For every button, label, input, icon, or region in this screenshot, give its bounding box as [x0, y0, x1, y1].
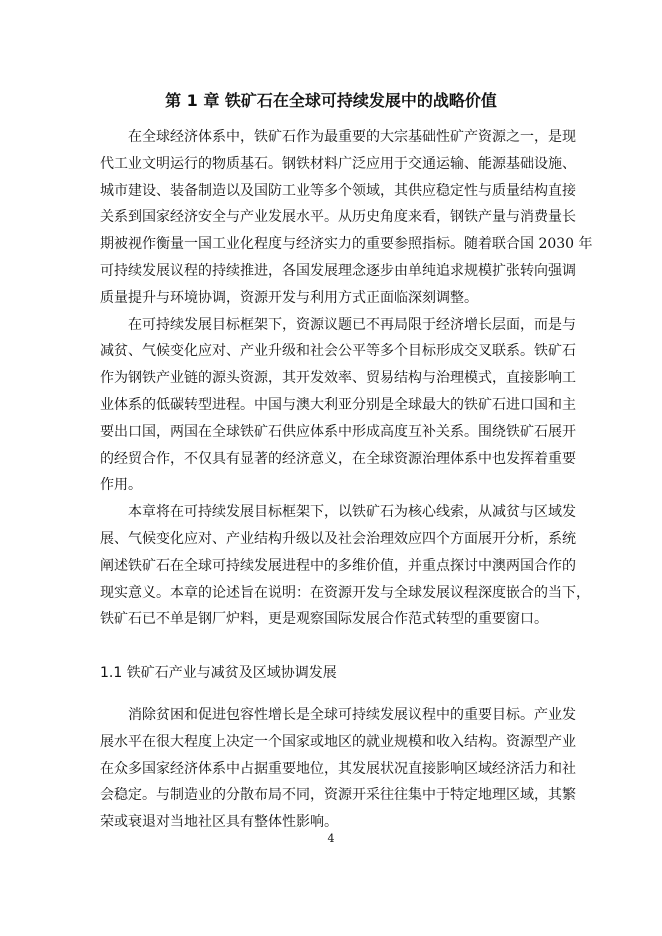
paragraph-line: 减贫、气候变化应对、产业升级和社会公平等多个目标形成交叉联系。铁矿石 [100, 343, 576, 360]
paragraph-line: 阐述铁矿石在全球可持续发展进程中的多维价值，并重点探讨中澳两国合作的 [100, 557, 576, 574]
section-heading: 1.1 铁矿石产业与减贫及区域协调发展 [100, 665, 337, 681]
paragraph-line: 质量提升与环境协调，资源开发与利用方式正面临深刻调整。 [100, 289, 478, 306]
body-text-section [100, 702, 576, 836]
paragraph-line: 现实意义。本章的论述旨在说明：在资源开发与全球发展议程深度嵌合的当下， [100, 584, 590, 601]
paragraph-line: 要出口国，两国在全球铁矿石供应体系中形成高度互补关系。围绕铁矿石展开 [100, 423, 576, 440]
paragraph-line: 本章将在可持续发展目标框架下，以铁矿石为核心线索，从减贫与区域发 [128, 504, 576, 521]
paragraph-line: 展、气候变化应对、产业结构升级以及社会治理效应四个方面展开分析，系统 [100, 530, 576, 547]
paragraph-line: 期被视作衡量一国工业化程度与经济实力的重要参照指标。随着联合国 2030 年 [100, 236, 593, 253]
body-text-intro [100, 124, 593, 633]
paragraph-line: 关系到国家经济安全与产业发展水平。从历史角度来看，钢铁产量与消费量长 [100, 209, 576, 226]
paragraph-line: 作用。 [100, 477, 142, 494]
paragraph-line: 在可持续发展目标框架下，资源议题已不再局限于经济增长层面，而是与 [128, 316, 576, 333]
paragraph-line: 在全球经济体系中，铁矿石作为最重要的大宗基础性矿产资源之一，是现 [128, 129, 576, 145]
page-number: 4 [327, 832, 335, 845]
paragraph-line: 消除贫困和促进包容性增长是全球可持续发展议程中的重要目标。产业发 [128, 707, 576, 723]
paragraph-line: 在众多国家经济体系中占据重要地位，其发展状况直接影响区域经济活力和社 [100, 760, 576, 777]
paragraph-line: 的经贸合作，不仅具有显著的经济意义，在全球资源治理体系中也发挥着重要 [100, 450, 576, 467]
paragraph-line: 铁矿石已不单是钢厂炉料，更是观察国际发展合作范式转型的重要窗口。 [100, 611, 548, 628]
paragraph-line: 展水平在很大程度上决定一个国家或地区的就业规模和收入结构。资源型产业 [100, 733, 576, 750]
paragraph-line: 代工业文明运行的物质基石。钢铁材料广泛应用于交通运输、能源基础设施、 [100, 155, 576, 172]
paragraph-line: 城市建设、装备制造以及国防工业等多个领域，其供应稳定性与质量结构直接 [100, 182, 576, 199]
paragraph-line: 可持续发展议程的持续推进，各国发展理念逐步由单纯追求规模扩张转向强调 [100, 262, 576, 279]
chapter-title: 第 1 章 铁矿石在全球可持续发展中的战略价值 [165, 91, 497, 110]
paragraph-line: 作为钢铁产业链的源头资源，其开发效率、贸易结构与治理模式，直接影响工 [100, 370, 576, 387]
paragraph-line: 业体系的低碳转型进程。中国与澳大利亚分别是全球最大的铁矿石进口国和主 [100, 396, 576, 413]
paragraph-line: 荣或衰退对当地社区具有整体性影响。 [100, 814, 338, 831]
paragraph-line: 会稳定。与制造业的分散布局不同，资源开采往往集中于特定地理区域，其繁 [100, 787, 576, 804]
